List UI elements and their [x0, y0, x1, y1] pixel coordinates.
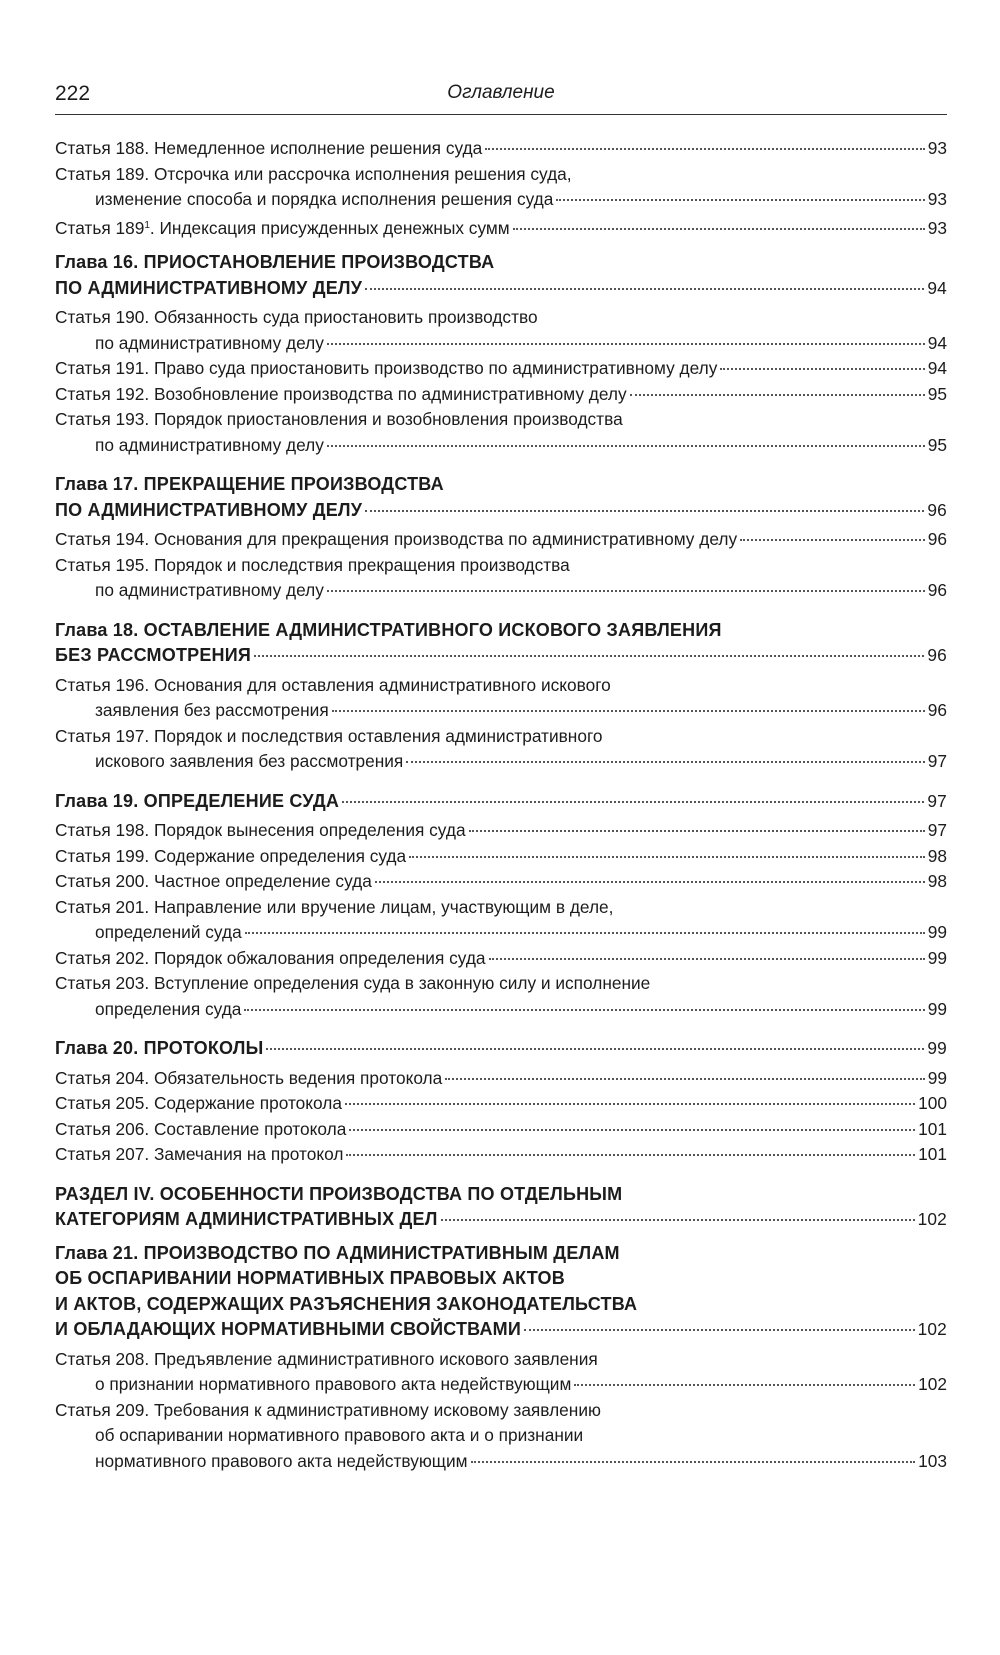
- dot-leader: [245, 932, 925, 934]
- page-ref: 96: [927, 700, 947, 720]
- page-ref: 102: [917, 1319, 947, 1339]
- toc-entry-text: Статья 208. Предъявление административного искового заявления: [55, 1348, 598, 1369]
- toc-entry-text: Статья 194. Основания для прекращения производства по административному делу: [55, 529, 738, 549]
- toc-entry-text: по административному делу: [95, 332, 324, 353]
- dot-leader: [266, 1048, 924, 1050]
- toc-article-entry: [55, 1066, 947, 1092]
- dot-leader: [574, 1384, 915, 1386]
- toc-entry-text: ОБ ОСПАРИВАНИИ НОРМАТИВНЫХ ПРАВОВЫХ АКТОВ: [55, 1268, 565, 1288]
- toc-chapter-entry: [55, 250, 947, 301]
- toc-entry-text: определений суда: [95, 922, 242, 942]
- toc-article-entry: [55, 1347, 947, 1398]
- toc-entry-text: Статья 198. Порядок вынесения определения суда: [55, 820, 466, 840]
- page-ref: 99: [927, 998, 947, 1019]
- toc-entry-text: по административному делу: [95, 580, 324, 600]
- page-ref: 97: [927, 790, 947, 811]
- dot-leader: [445, 1078, 925, 1080]
- page-ref: 99: [927, 922, 947, 942]
- toc-entry-text: Статья 203. Вступление определения суда в законную силу и исполнение: [55, 973, 651, 993]
- dot-leader: [513, 228, 925, 230]
- page-number: 222: [55, 82, 91, 105]
- toc-entry-text: определения суда: [95, 998, 242, 1019]
- toc-article-entry: [55, 1117, 947, 1143]
- toc-article-entry: [55, 1398, 947, 1475]
- page-ref: 98: [927, 845, 947, 866]
- toc-entry-text: об оспаривании нормативного правового акта и о признании: [95, 1425, 584, 1445]
- page-ref: 93: [927, 189, 947, 209]
- dot-leader: [254, 655, 924, 657]
- toc-entry-text: Статья 200. Частное определение суда: [55, 871, 372, 891]
- toc-article-entry: [55, 1142, 947, 1168]
- toc-entry-text: РАЗДЕЛ IV. ОСОБЕННОСТИ ПРОИЗВОДСТВА ПО ОТДЕЛЬНЫМ: [55, 1183, 623, 1204]
- toc-entry-text: ПО АДМИНИСТРАТИВНОМУ ДЕЛУ: [55, 277, 363, 298]
- toc-chapter-entry: [55, 472, 947, 523]
- toc-entry-text: Статья 205. Содержание протокола: [55, 1093, 342, 1113]
- toc-article-entry: [55, 971, 947, 1022]
- dot-leader: [469, 830, 925, 832]
- page-ref: 99: [927, 1067, 947, 1088]
- toc-entry-text: Глава 16. ПРИОСТАНОВЛЕНИЕ ПРОИЗВОДСТВА: [55, 252, 495, 272]
- dot-leader: [244, 1009, 924, 1011]
- toc-entry-text: Статья 193. Порядок приостановления и возобновления производства: [55, 409, 623, 429]
- toc-entry-text: Статья 201. Направление или вручение лицам, участвующим в деле,: [55, 896, 614, 917]
- page-ref: 96: [927, 645, 947, 665]
- dot-leader: [345, 1103, 915, 1105]
- page-ref: 102: [918, 1374, 947, 1394]
- page-ref: 94: [927, 332, 947, 353]
- toc-entry-text: Статья 197. Порядок и последствия оставления административного: [55, 725, 603, 746]
- dot-leader: [740, 539, 925, 541]
- dot-leader: [349, 1129, 915, 1131]
- toc-entry-text: И АКТОВ, СОДЕРЖАЩИХ РАЗЪЯСНЕНИЯ ЗАКОНОДАТЕЛЬСТВА: [55, 1293, 638, 1314]
- page-ref: 102: [917, 1209, 947, 1229]
- toc-article-entry: [55, 869, 947, 895]
- dot-leader: [327, 343, 925, 345]
- dot-leader: [375, 881, 925, 883]
- page-ref: 97: [927, 820, 947, 840]
- page-ref: 95: [927, 434, 947, 455]
- dot-leader: [630, 394, 925, 396]
- page-header: [55, 82, 947, 115]
- toc-entry-text: изменение способа и порядка исполнения решения суда: [95, 189, 554, 209]
- page-ref: 96: [927, 499, 947, 520]
- dot-leader: [441, 1219, 915, 1221]
- page-ref: 93: [927, 138, 947, 158]
- page-ref: 96: [927, 529, 947, 549]
- dot-leader: [346, 1154, 915, 1156]
- dot-leader: [327, 445, 925, 447]
- toc-article-entry: [55, 1091, 947, 1117]
- dot-leader: [489, 958, 925, 960]
- toc-entry-text: Статья 192. Возобновление производства по административному делу: [55, 383, 627, 404]
- toc-entry-text: Статья 190. Обязанность суда приостановить производство: [55, 307, 538, 327]
- page-ref: 94: [927, 277, 947, 298]
- toc-entry-text: Статья $189^1$. Индексация присужденных денежных сумм: [55, 217, 510, 238]
- toc-entry-text: Статья 202. Порядок обжалования определения суда: [55, 947, 486, 968]
- dot-leader: [332, 710, 925, 712]
- dot-leader: [406, 761, 924, 763]
- dot-leader: [365, 510, 924, 512]
- toc-article-entry: [55, 946, 947, 972]
- toc-entry-text: Глава 18. ОСТАВЛЕНИЕ АДМИНИСТРАТИВНОГО ИСКОВОГО ЗАЯВЛЕНИЯ: [55, 619, 722, 640]
- toc-article-entry: [55, 356, 947, 382]
- dot-leader: [485, 148, 925, 150]
- page-ref: 101: [918, 1118, 947, 1139]
- toc-article-entry: [55, 673, 947, 724]
- dot-leader: [342, 801, 924, 803]
- toc-entry-text: Глава 17. ПРЕКРАЩЕНИЕ ПРОИЗВОДСТВА: [55, 474, 444, 494]
- toc-article-entry: [55, 844, 947, 870]
- toc-article-entry: [55, 553, 947, 604]
- toc-entry-text: заявления без рассмотрения: [95, 700, 329, 720]
- toc-chapter-entry: [55, 789, 947, 815]
- page-ref: 93: [927, 217, 947, 238]
- toc-chapter-entry: [55, 1182, 947, 1233]
- page-ref: 101: [918, 1144, 947, 1164]
- toc-entry-text: Статья 207. Замечания на протокол: [55, 1144, 344, 1164]
- page-ref: 100: [918, 1093, 947, 1113]
- toc-entry-text: Статья 191. Право суда приостановить производство по административному делу: [55, 358, 718, 378]
- page-ref: 98: [927, 871, 947, 891]
- toc-entry-text: Глава 19. ОПРЕДЕЛЕНИЕ СУДА: [55, 790, 340, 811]
- toc-entry-text: Статья 196. Основания для оставления административного искового: [55, 674, 611, 695]
- table-of-contents: [55, 136, 947, 1474]
- toc-entry-text: Статья 189. Отсрочка или рассрочка исполнения решения суда,: [55, 163, 572, 184]
- dot-leader: [409, 856, 925, 858]
- toc-article-entry: [55, 162, 947, 213]
- dot-leader: [720, 368, 924, 370]
- page-ref: 94: [927, 358, 947, 378]
- toc-chapter-entry: [55, 1036, 947, 1062]
- toc-chapter-entry: [55, 1241, 947, 1343]
- page-ref: 95: [927, 383, 947, 404]
- toc-article-entry: [55, 527, 947, 553]
- toc-entry-text: Глава 20. ПРОТОКОЛЫ: [55, 1038, 264, 1058]
- toc-entry-text: Статья 188. Немедленное исполнение решения суда: [55, 138, 483, 158]
- toc-article-entry: [55, 724, 947, 775]
- toc-chapter-entry: [55, 618, 947, 669]
- toc-entry-text: Статья 199. Содержание определения суда: [55, 845, 407, 866]
- toc-article-entry: [55, 895, 947, 946]
- toc-entry-text: Статья 204. Обязательность ведения протокола: [55, 1067, 443, 1088]
- dot-leader: [327, 590, 925, 592]
- toc-entry-text: БЕЗ РАССМОТРЕНИЯ: [55, 645, 252, 665]
- page-ref: 97: [927, 751, 947, 771]
- dot-leader: [556, 199, 924, 201]
- toc-entry-text: Глава 21. ПРОИЗВОДСТВО ПО АДМИНИСТРАТИВНЫМ ДЕЛАМ: [55, 1242, 620, 1263]
- toc-entry-text: о признании нормативного правового акта недействующим: [95, 1374, 572, 1394]
- page-ref: 99: [927, 947, 947, 968]
- toc-article-entry: [55, 382, 947, 408]
- page-title: Оглавление: [447, 82, 555, 103]
- dot-leader: [365, 288, 924, 290]
- toc-entry-text: искового заявления без рассмотрения: [95, 751, 404, 771]
- toc-entry-text: И ОБЛАДАЮЩИХ НОРМАТИВНЫМИ СВОЙСТВАМИ: [55, 1319, 522, 1339]
- toc-article-entry: [55, 818, 947, 844]
- dot-leader: [471, 1461, 916, 1463]
- toc-article-entry: [55, 213, 947, 239]
- toc-entry-text: Статья 209. Требования к административному исковому заявлению: [55, 1399, 601, 1420]
- page-ref: 99: [927, 1038, 947, 1058]
- page-ref: 103: [918, 1450, 947, 1471]
- toc-article-entry: [55, 407, 947, 458]
- toc-entry-text: Статья 206. Составление протокола: [55, 1118, 347, 1139]
- toc-entry-text: Статья 195. Порядок и последствия прекращения производства: [55, 554, 570, 575]
- toc-entry-text: нормативного правового акта недействующим: [95, 1450, 468, 1471]
- toc-article-entry: [55, 136, 947, 162]
- superscript: 1: [144, 219, 150, 231]
- toc-entry-text: ПО АДМИНИСТРАТИВНОМУ ДЕЛУ: [55, 499, 363, 520]
- toc-article-entry: [55, 305, 947, 356]
- dot-leader: [524, 1329, 915, 1331]
- toc-entry-text: по административному делу: [95, 434, 324, 455]
- page-ref: 96: [927, 580, 947, 600]
- toc-entry-text: КАТЕГОРИЯМ АДМИНИСТРАТИВНЫХ ДЕЛ: [55, 1209, 438, 1229]
